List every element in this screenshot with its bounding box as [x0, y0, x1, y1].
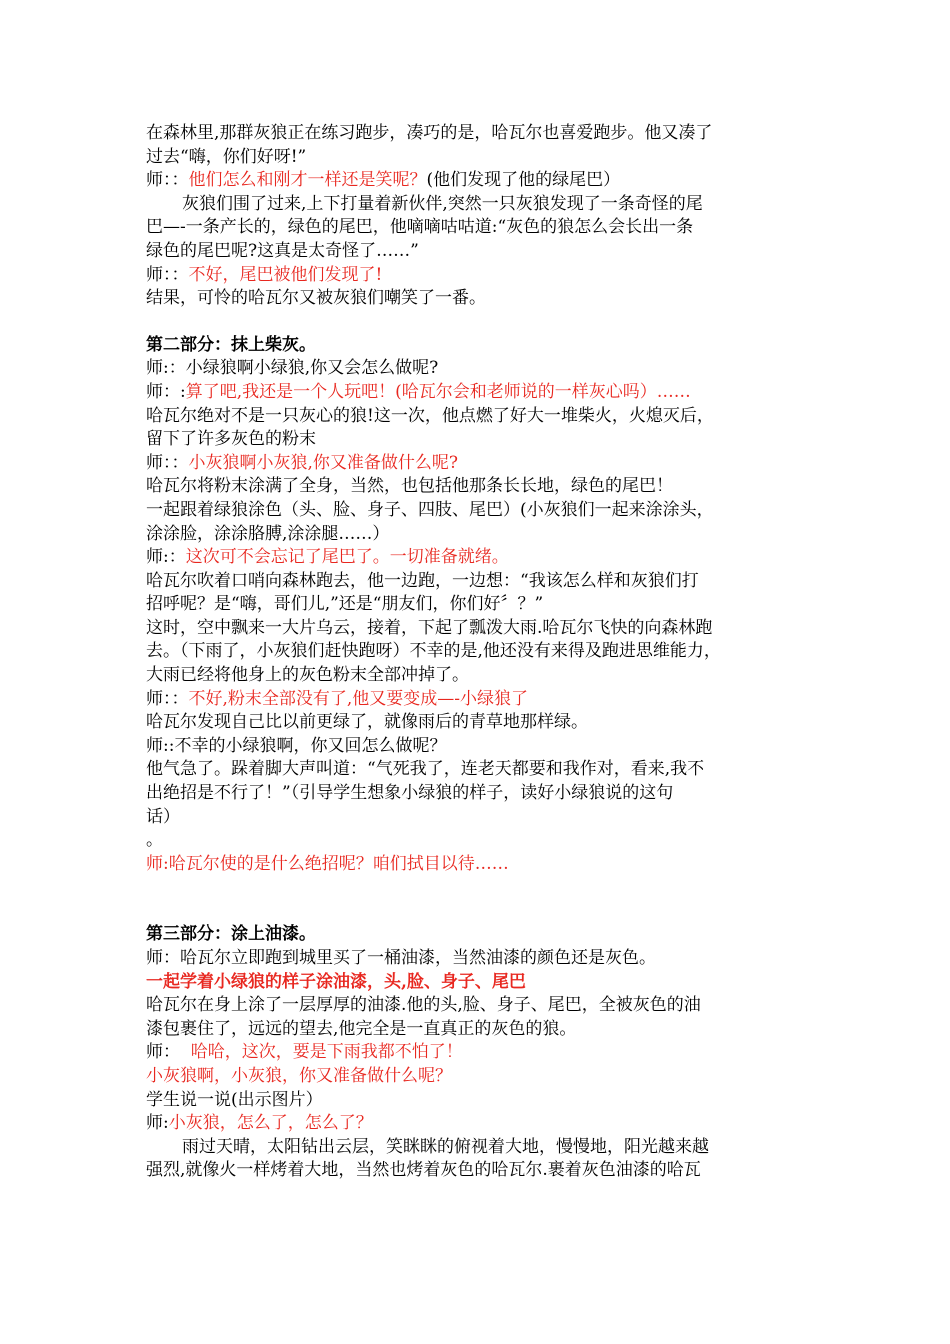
teacher-line: 师:哈瓦尔使的是什么绝招呢？咱们拭目以待……: [146, 853, 509, 874]
teacher-question: 这次可不会忘记了尾巴了。一切准备就绪。: [185, 547, 509, 568]
story-text: 哈瓦尔绝对不是一只灰心的狼!这一次，他点燃了好大一堆柴火，火熄灭后，: [146, 405, 714, 426]
teacher-line: 师：:算了吧,我还是一个人玩吧！(哈瓦尔会和老师说的一样灰心吗）……: [146, 381, 691, 402]
teacher-line: 师：：小灰狼啊小灰狼,你又准备做什么呢?: [146, 452, 459, 473]
story-text: 涂涂脸，涂涂胳膊,涂涂腿……）: [146, 523, 390, 544]
section-heading: 第二部分：抹上柴灰。: [146, 334, 316, 355]
story-text: 学生说一说(出示图片）: [146, 1089, 323, 1110]
story-text: 这时，空中飘来一大片乌云，接着，下起了瓢泼大雨.哈瓦尔飞快的向森林跑: [146, 617, 713, 638]
teacher-question: 小灰狼啊小灰狼,你又准备做什么呢?: [188, 452, 459, 473]
document-page: [146, 122, 826, 1183]
story-text: 留下了许多灰色的粉末: [146, 429, 316, 450]
teacher-line: 师：：不好,粉末全部没有了,他又要变成—-小绿狼了: [146, 688, 529, 709]
story-text: 招呼呢？是“嗨，哥们儿,”还是“朋友们，你们好〞？”: [146, 594, 544, 615]
teacher-question: 不好，尾巴被他们发现了!: [188, 264, 383, 285]
teacher-question: 小灰狼，怎么了，怎么了？: [168, 1113, 373, 1134]
activity-instruction: 一起学着小绿狼的样子涂油漆，头,脸、身子、尾巴: [146, 971, 526, 992]
story-text: 雨过天晴，太阳钻出云层，笑眯眯的俯视着大地，慢慢地，阳光越来越: [182, 1136, 709, 1157]
story-text: 哈瓦尔在身上涂了一层厚厚的油漆.他的头,脸、身子、尾巴，全被灰色的油: [146, 995, 701, 1016]
story-text: 他气急了。跺着脚大声叫道：“气死我了，连老天都要和我作对，看来,我不: [146, 759, 705, 780]
teacher-question: 哈哈，这次，要是下雨我都不怕了！: [180, 1042, 463, 1063]
teacher-question: 小灰狼啊，小灰狼，你又准备做什么呢？: [146, 1065, 452, 1086]
teacher-question: 不好,粉末全部没有了,他又要变成—-小绿狼了: [188, 688, 529, 709]
story-text: 结果，可怜的哈瓦尔又被灰狼们嘲笑了一番。: [146, 288, 486, 309]
teacher-line: 师：：不好，尾巴被他们发现了!: [146, 264, 383, 285]
story-text: 在森林里,那群灰狼正在练习跑步，凑巧的是，哈瓦尔也喜爱跑步。他又凑了: [146, 123, 713, 143]
teacher-question: 他们怎么和刚才一样还是笑呢？: [188, 170, 427, 191]
story-text: 哈瓦尔将粉末涂满了全身，当然，也包括他那条长长地，绿色的尾巴！: [146, 476, 673, 497]
story-text: 强烈,就像火一样烤着大地，当然也烤着灰色的哈瓦尔.裹着灰色油漆的哈瓦: [146, 1160, 701, 1181]
story-text: 过去“嗨，你们好呀!”: [146, 146, 307, 167]
story-text: 。: [146, 830, 163, 851]
story-text: 哈瓦尔吹着口哨向森林跑去，他一边跑，一边想：“我该怎么样和灰狼们打: [146, 570, 699, 591]
teacher-question: 算了吧,我还是一个人玩吧！(哈瓦尔会和老师说的一样灰心吗）……: [185, 381, 691, 402]
story-text: 去。（下雨了，小灰狼们赶快跑呀）不幸的是,他还没有来得及跑进思维能力，: [146, 641, 721, 662]
story-text: 出绝招是不行了！”（引导学生想象小绿狼的样子，读好小绿狼说的这句: [146, 783, 674, 804]
teacher-line: 师：：他们怎么和刚才一样还是笑呢？(他们发现了他的绿尾巴）: [146, 170, 621, 191]
story-text: 话）: [146, 806, 180, 827]
story-text: 灰狼们围了过来,上下打量着新伙伴,突然一只灰狼发现了一条奇怪的尾: [182, 193, 703, 214]
section-heading: 第三部分：涂上油漆。: [146, 924, 316, 945]
teacher-line: 师： 哈哈，这次，要是下雨我都不怕了！: [146, 1042, 463, 1063]
teacher-question: 哈瓦尔使的是什么绝招呢？咱们拭目以待……: [168, 853, 509, 874]
teacher-line: 师:小灰狼，怎么了，怎么了？: [146, 1113, 373, 1134]
story-text: 哈瓦尔发现自己比以前更绿了，就像雨后的青草地那样绿。: [146, 712, 588, 733]
story-text: 巴—-一条产长的，绿色的尾巴，他嘀嘀咕咕道:“灰色的狼怎么会长出一条: [146, 217, 694, 238]
story-text: 大雨已经将他身上的灰色粉末全部冲掉了。: [146, 665, 469, 686]
teacher-line: 师：哈瓦尔立即跑到城里买了一桶油漆，当然油漆的颜色还是灰色。: [146, 948, 656, 968]
teacher-line: 师:：小绿狼啊小绿狼,你又会怎么做呢?: [146, 358, 439, 379]
teacher-line: 师:：这次可不会忘记了尾巴了。一切准备就绪。: [146, 547, 509, 568]
story-text: 一起跟着绿狼涂色（头、脸、身子、四肢、尾巴）(小灰狼们一起来涂涂头，: [146, 499, 714, 520]
teacher-line: 师::不幸的小绿狼啊，你又回怎么做呢？: [146, 735, 447, 756]
story-text: 漆包裹住了，远远的望去,他完全是一直真正的灰色的狼。: [146, 1018, 577, 1039]
story-text: 绿色的尾巴呢?这真是太奇怪了……”: [146, 240, 419, 261]
